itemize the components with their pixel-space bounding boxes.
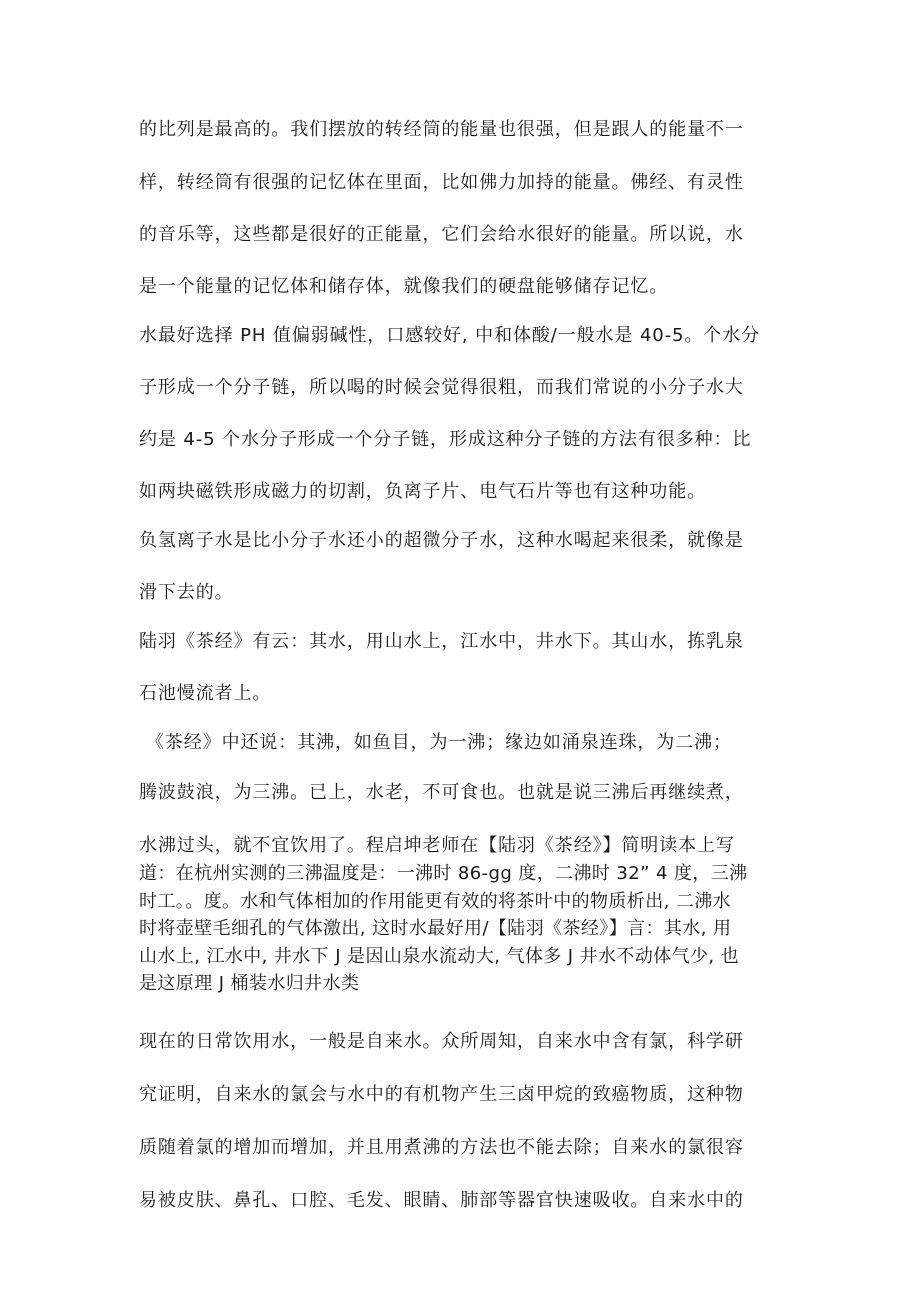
text-line: 易被皮肤、鼻孔、口腔、毛发、眼睛、肺部等器官快速吸收。自来水中的	[139, 1190, 744, 1211]
text-line: 《茶经》中还说：其沸，如鱼目，为一沸；缘边如涌泉连珠，为二沸；	[146, 732, 732, 753]
text-line: 约是 4-5 个水分子形成一个分子链，形成这种分子链的方法有很多种：比	[139, 429, 752, 450]
text-line: 时工。。度。水和气体相加的作用能更有效的将茶叶中的物质析出, 二沸水	[139, 891, 732, 912]
text-line: 山水上, 江水中, 井水下 J 是因山泉水流动大, 气体多 J 井水不动体气少, 也	[139, 946, 740, 967]
text-line: 石池慢流者上。	[139, 683, 272, 704]
text-line: 的音乐等，这些都是很好的正能量，它们会给水很好的能量。所以说，水	[139, 224, 744, 245]
text-line: 样，转经筒有很强的记忆体在里面，比如佛力加持的能量。佛经、有灵性	[139, 172, 744, 193]
text-line: 水最好选择 PH 值偏弱碱性，口感较好, 中和体酸/一般水是 40-5。个水分	[139, 325, 761, 346]
text-line: 腾波鼓浪，为三沸。已上，水老，不可食也。也就是说三沸后再继续煮，	[139, 782, 744, 803]
text-line: 是一个能量的记忆体和储存体，就像我们的硬盘能够储存记忆。	[139, 276, 669, 297]
text-line: 是这原理 J 桶装水归井水类	[139, 973, 360, 994]
text-line: 滑下去的。	[139, 582, 234, 603]
text-line: 质随着氯的增加而增加，并且用煮沸的方法也不能去除；自来水的氯很容	[139, 1137, 744, 1158]
text-line: 时将壶壁毛细孔的气体激出, 这时水最好用/【陆羽《茶经》】言：其水, 用	[139, 918, 732, 939]
text-line: 负氢离子水是比小分子水还小的超微分子水，这种水喝起来很柔，就像是	[139, 530, 744, 551]
text-line: 水沸过头，就不宜饮用了。程启坤老师在【陆羽《茶经》】简明读本上写	[139, 835, 735, 856]
text-line: 子形成一个分子链，所以喝的时候会觉得很粗，而我们常说的小分子水大	[139, 377, 744, 398]
text-line: 道：在杭州实测的三沸温度是：一沸时 86-gg 度，二沸时 32” 4 度，三沸	[139, 863, 748, 884]
text-line: 的比列是最高的。我们摆放的转经筒的能量也很强，但是跟人的能量不一	[139, 119, 744, 140]
text-line: 如两块磁铁形成磁力的切割，负离子片、电气石片等也有这种功能。	[139, 481, 706, 502]
text-line: 陆羽《茶经》有云：其水，用山水上，江水中，井水下。其山水，拣乳泉	[139, 631, 744, 652]
text-line: 究证明，自来水的氯会与水中的有机物产生三卤甲烷的致癌物质，这种物	[139, 1084, 744, 1105]
text-line: 现在的日常饮用水，一般是自来水。众所周知，自来水中含有氯，科学研	[139, 1031, 744, 1052]
